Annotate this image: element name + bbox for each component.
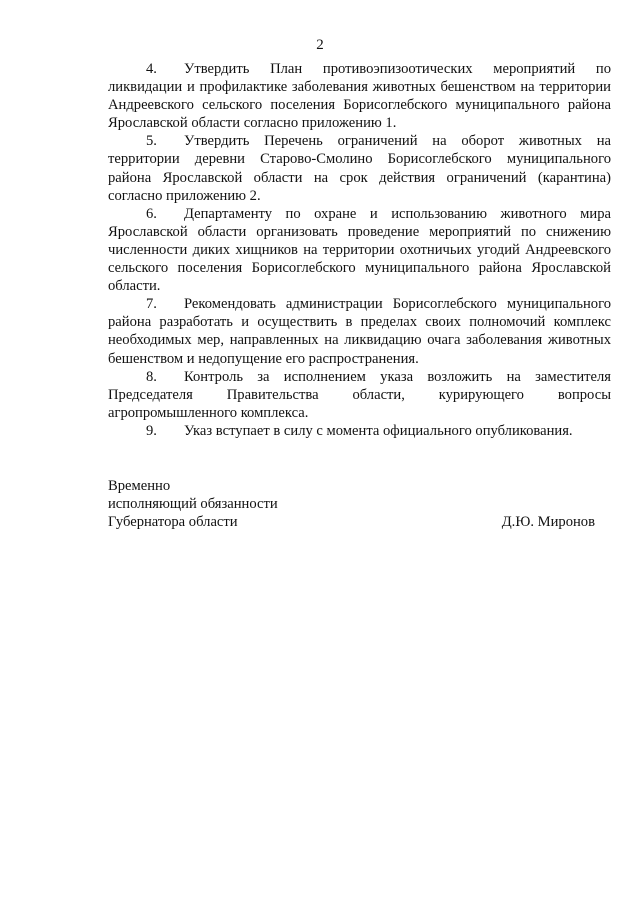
item-text: Департаменту по охране и использованию животного мира Ярославской области организовать проведение мероприятий по снижению численности диких хищников на территории охотничьих угодий Андреевского сельского поселения Борисоглебского муниципального района Ярославской области. <box>108 205 611 295</box>
signer-title-line-3: Губернатора области <box>108 514 238 530</box>
item-text: Рекомендовать администрации Борисоглебского муниципального района разработать и осуществить в пределах своих полномочий комплекс необходимых мер, направленных на ликвидацию очага заболевания животных бешенством и недопущение его распространения. <box>108 296 611 367</box>
item-text: Утвердить Перечень ограничений на оборот животных на территории деревни Старово-Смолино Борисоглебского муниципального района Ярославской области на срок действия ограничений (карантина) согласно приложению 2. <box>108 133 611 204</box>
item-number: 9. <box>146 422 157 439</box>
item-number: 8. <box>146 368 157 385</box>
signer-title-line-1: Временно <box>108 478 171 494</box>
signer-title-line-2: исполняющий обязанности <box>108 496 278 512</box>
item-number: 7. <box>146 296 157 313</box>
item-text: Указ вступает в силу с момента официального опубликования. <box>184 422 573 439</box>
decree-item-9 <box>108 422 611 440</box>
decree-items <box>108 60 611 440</box>
decree-item-8 <box>108 368 611 422</box>
decree-item-7 <box>108 295 611 367</box>
page-number: 2 <box>316 37 324 53</box>
item-number: 5. <box>146 133 157 150</box>
signer-name: Д.Ю. Миронов <box>501 514 595 530</box>
decree-item-5 <box>108 132 611 204</box>
item-text: Контроль за исполнением указа возложить на заместителя Председателя Правительства области, курирующего вопросы агропромышленного комплекса. <box>108 368 611 421</box>
decree-item-6 <box>108 205 611 295</box>
signature-block <box>108 477 611 531</box>
signer-row <box>108 513 611 531</box>
item-text: Утвердить План противоэпизоотических мероприятий по ликвидации и профилактике заболевания животных бешенством на территории Андреевского сельского поселения Борисоглебского муниципального района Ярославской области согласно приложению 1. <box>108 61 611 132</box>
decree-item-4 <box>108 60 611 132</box>
item-number: 4. <box>146 61 157 77</box>
item-number: 6. <box>146 205 157 222</box>
